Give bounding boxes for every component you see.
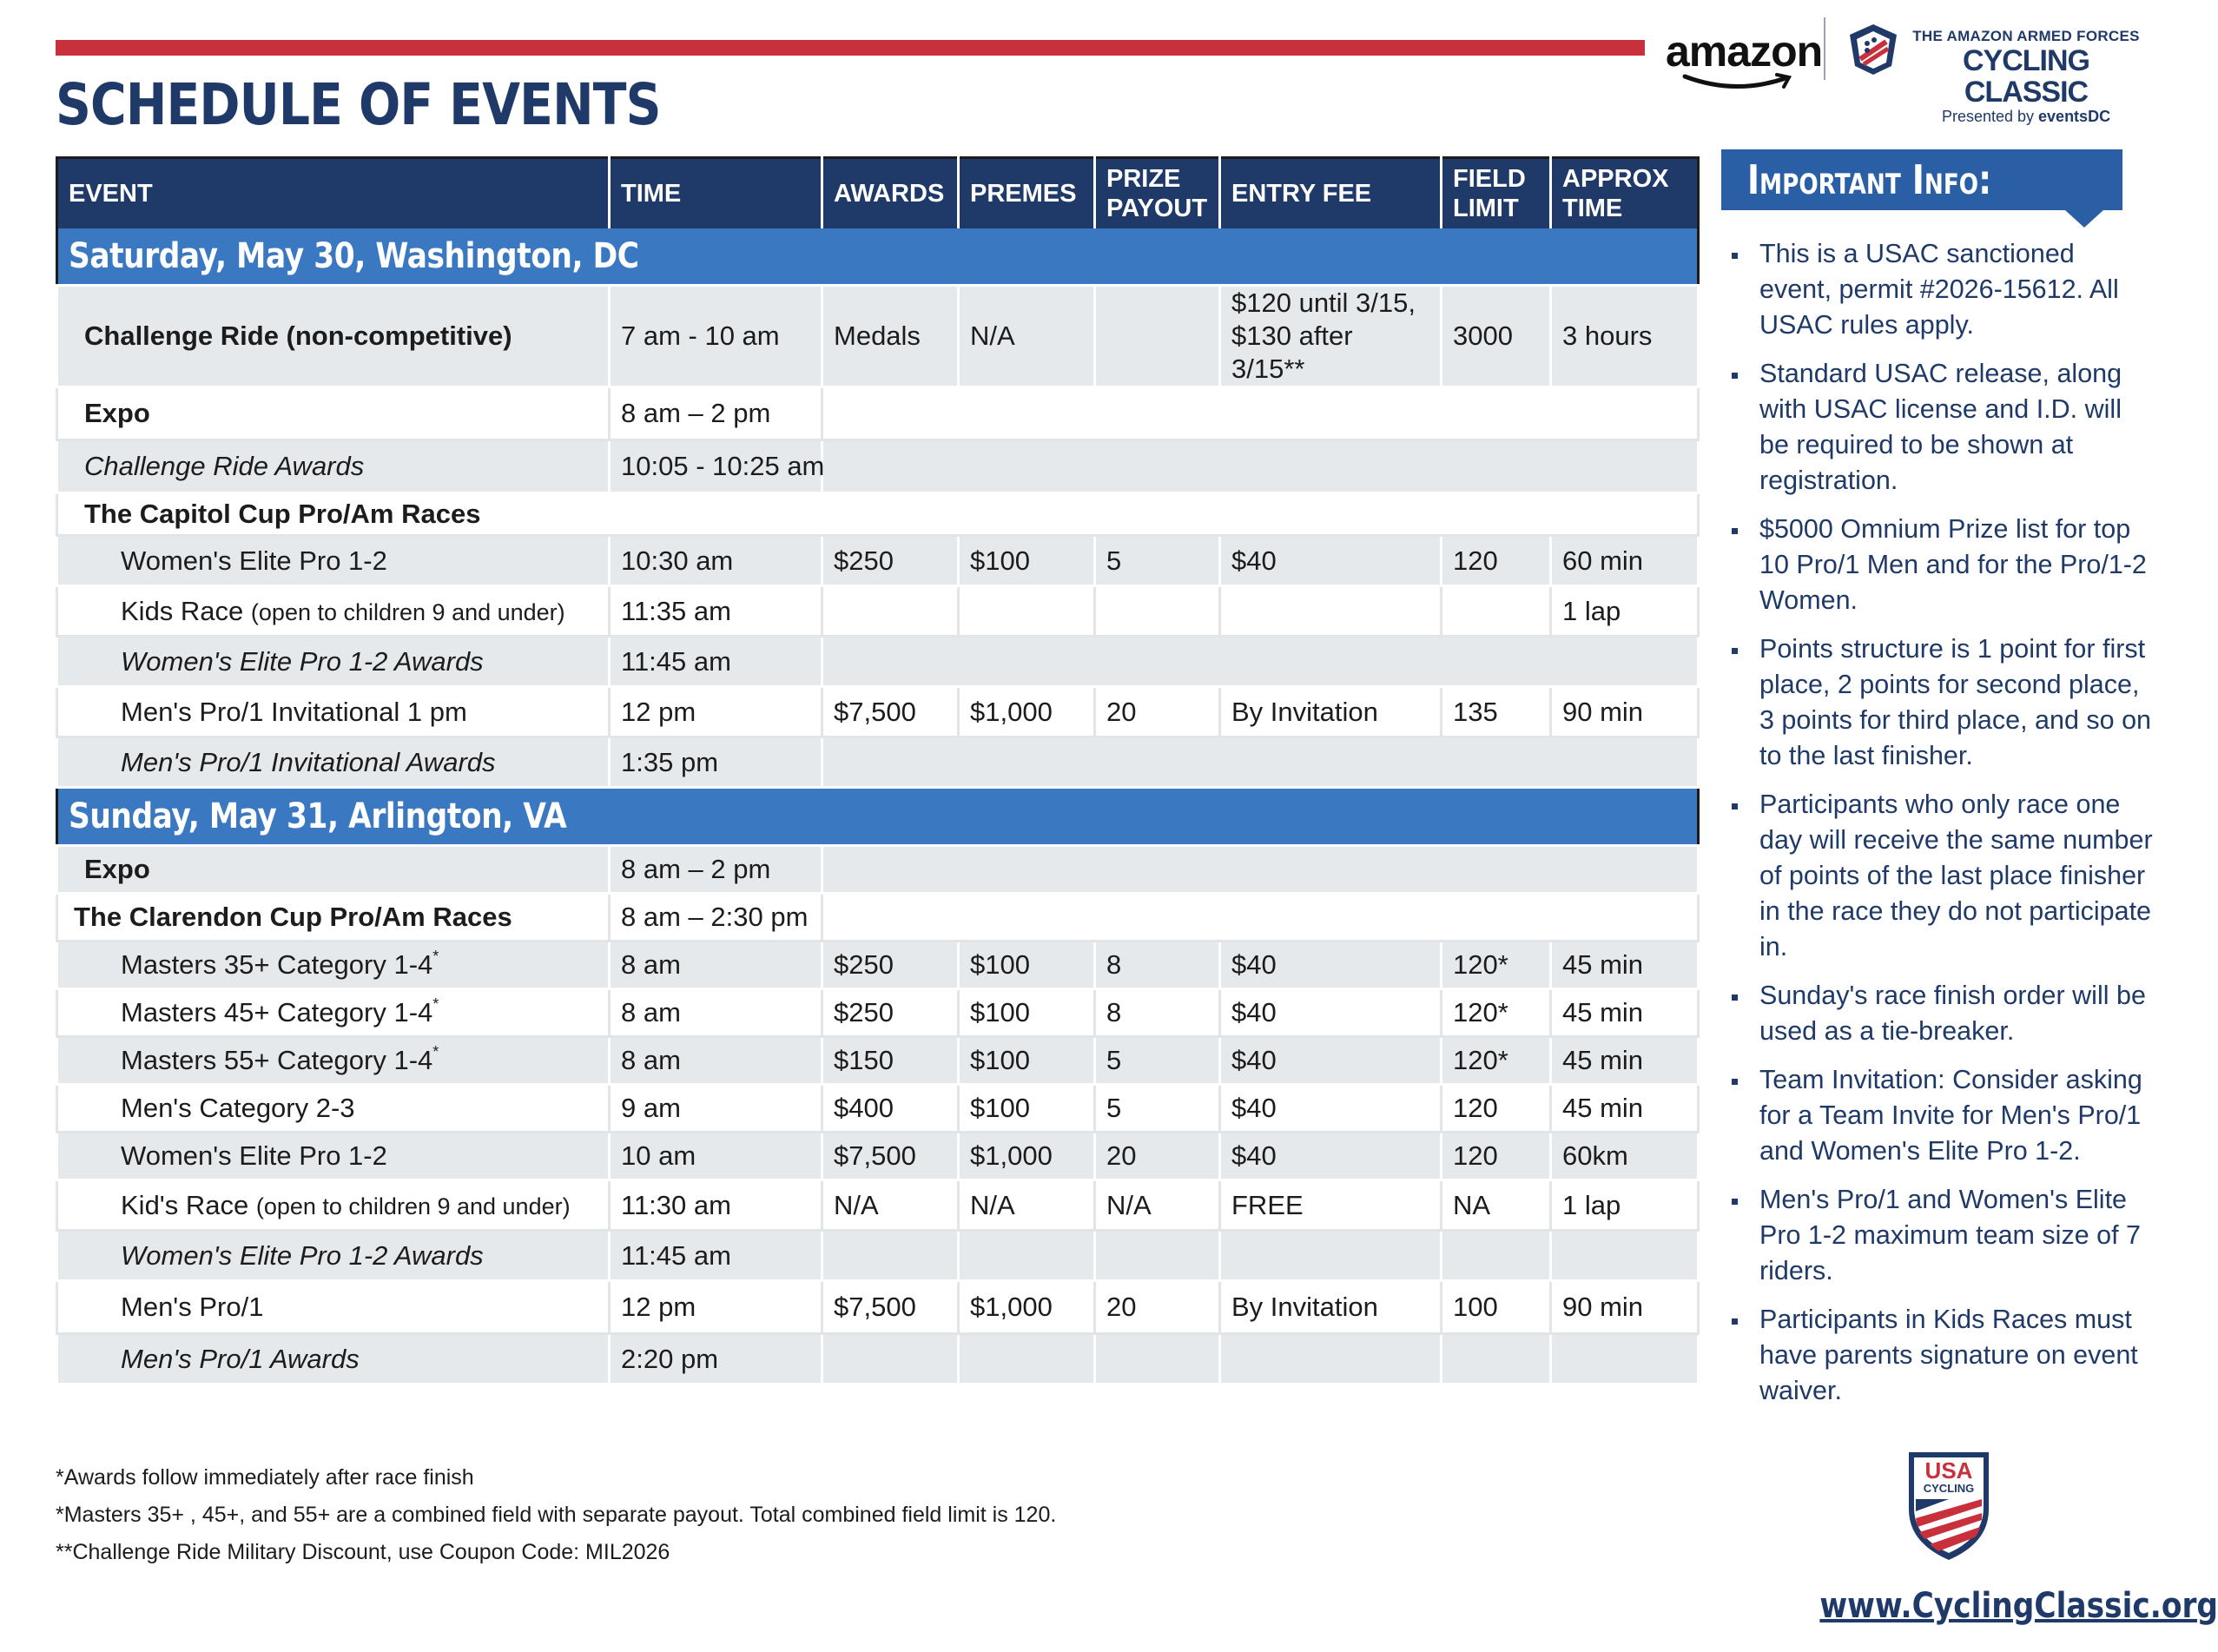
amazon-logo-text: amazon: [1666, 27, 1823, 76]
table-row: The Capitol Cup Pro/Am Races: [57, 493, 1699, 536]
cycling-classic-logo: [1909, 28, 2143, 126]
table-row: Men's Pro/1 12 pm $7,500 $1,000 20 By Invitation 100 90 min: [57, 1281, 1699, 1334]
logo-line2: CYCLING CLASSIC: [1963, 44, 2089, 109]
list-item: $5000 Omnium Prize list for top 10 Pro/1 Men and for the Pro/1-2 Women.: [1728, 512, 2154, 618]
usa-cycling-logo: [1905, 1449, 1992, 1563]
table-row: Masters 45+ Category 1-4* 8 am $250 $100 8 $40 120* 45 min: [57, 989, 1699, 1037]
table-row: Men's Pro/1 Invitational 1 pm 12 pm $7,500 $1,000 20 By Invitation 135 90 min: [57, 687, 1699, 737]
table-row: Challenge Ride (non-competitive) 7 am - 10 am Medals N/A $120 until 3/15, $130 after 3/15** 3000 3 hours: [57, 286, 1699, 387]
table-row: Men's Category 2-3 9 am $400 $100 5 $40 120 45 min: [57, 1085, 1699, 1133]
list-item: Participants in Kids Races must have parents signature on event waiver.: [1728, 1302, 2154, 1409]
important-info-heading: Important Info:: [1721, 149, 2122, 210]
heading-pointer-icon: [2065, 210, 2103, 228]
svg-text:CYCLING: CYCLING: [1923, 1482, 1975, 1495]
table-row: Kids Race (open to children 9 and under) 11:35 am 1 lap: [57, 586, 1699, 637]
footnote: *Masters 35+ , 45+, and 55+ are a combined field with separate payout. Total combined field limit is 120.: [56, 1503, 1057, 1527]
table-row: The Clarendon Cup Pro/Am Races 8 am – 2:30 pm: [57, 894, 1699, 942]
table-row: Women's Elite Pro 1-2 10:30 am $250 $100 5 $40 120 60 min: [57, 536, 1699, 586]
logo-line1: THE AMAZON ARMED FORCES: [1912, 28, 2140, 44]
list-item: Team Invitation: Consider asking for a Team Invite for Men's Pro/1 and Women's Elite Pro 1-2.: [1728, 1062, 2154, 1169]
website-link[interactable]: www.CyclingClassic.org: [1819, 1586, 2218, 1626]
table-row: Expo 8 am – 2 pm: [57, 387, 1699, 440]
amazon-logo: [1666, 26, 1831, 87]
table-header-row: [57, 158, 1699, 229]
col-header-prize-payout: PRIZE PAYOUT: [1095, 158, 1220, 229]
list-item: Points structure is 1 point for first place, 2 points for second place, 3 points for third place, and so on to the last finisher.: [1728, 631, 2154, 774]
table-row: Women's Elite Pro 1-2 Awards 11:45 am: [57, 637, 1699, 687]
list-item: This is a USAC sanctioned event, permit #2026-15612. All USAC rules apply.: [1728, 236, 2154, 343]
svg-text:USA: USA: [1924, 1457, 1973, 1483]
logo-divider: [1824, 17, 1825, 80]
logo-presented-by: Presented by eventsDC: [1941, 108, 2111, 125]
table-row: Men's Pro/1 Awards 2:20 pm: [57, 1334, 1699, 1384]
list-item: Sunday's race finish order will be used as a tie-breaker.: [1728, 978, 2154, 1049]
table-row: Women's Elite Pro 1-2 10 am $7,500 $1,000 20 $40 120 60km: [57, 1133, 1699, 1180]
footnote: *Awards follow immediately after race finish: [56, 1465, 474, 1490]
table-row: Expo 8 am – 2 pm: [57, 846, 1699, 894]
important-info-list: [1728, 236, 2154, 1422]
table-row: Challenge Ride Awards 10:05 - 10:25 am: [57, 440, 1699, 493]
col-header-premes: PREMES: [959, 158, 1095, 229]
table-row: Masters 35+ Category 1-4* 8 am $250 $100 8 $40 120* 45 min: [57, 942, 1699, 989]
table-row: Women's Elite Pro 1-2 Awards 11:45 am: [57, 1231, 1699, 1281]
footnotes: [56, 1459, 1056, 1571]
table-row: Men's Pro/1 Invitational Awards 1:35 pm: [57, 737, 1699, 788]
table-row: Masters 55+ Category 1-4* 8 am $150 $100 5 $40 120* 45 min: [57, 1037, 1699, 1085]
day-header-saturday: Saturday, May 30, Washington, DC: [57, 228, 1699, 286]
page-title: SCHEDULE OF EVENTS: [56, 71, 661, 138]
col-header-awards: AWARDS: [822, 158, 959, 229]
list-item: Standard USAC release, along with USAC license and I.D. will be required to be shown at registration.: [1728, 356, 2154, 499]
table-row: Kid's Race (open to children 9 and under) 11:30 am N/A N/A N/A FREE NA 1 lap: [57, 1180, 1699, 1231]
col-header-time: TIME: [610, 158, 822, 229]
footnote: **Challenge Ride Military Discount, use Coupon Code: MIL2026: [56, 1540, 670, 1564]
day-header-sunday: Sunday, May 31, Arlington, VA: [57, 788, 1699, 846]
col-header-entry-fee: ENTRY FEE: [1220, 158, 1442, 229]
schedule-table: [56, 156, 1700, 1385]
list-item: Men's Pro/1 and Women's Elite Pro 1-2 maximum team size of 7 riders.: [1728, 1182, 2154, 1289]
cycling-classic-mark-icon: [1846, 23, 1900, 76]
col-header-approx-time: APPROX TIME: [1551, 158, 1699, 229]
col-header-field-limit: FIELD LIMIT: [1442, 158, 1551, 229]
list-item: Participants who only race one day will receive the same number of points of the last place finisher in the race they do not participate in.: [1728, 787, 2154, 965]
col-header-event: EVENT: [57, 158, 610, 229]
amazon-smile-icon: [1683, 73, 1796, 92]
top-red-bar: [56, 40, 1645, 56]
